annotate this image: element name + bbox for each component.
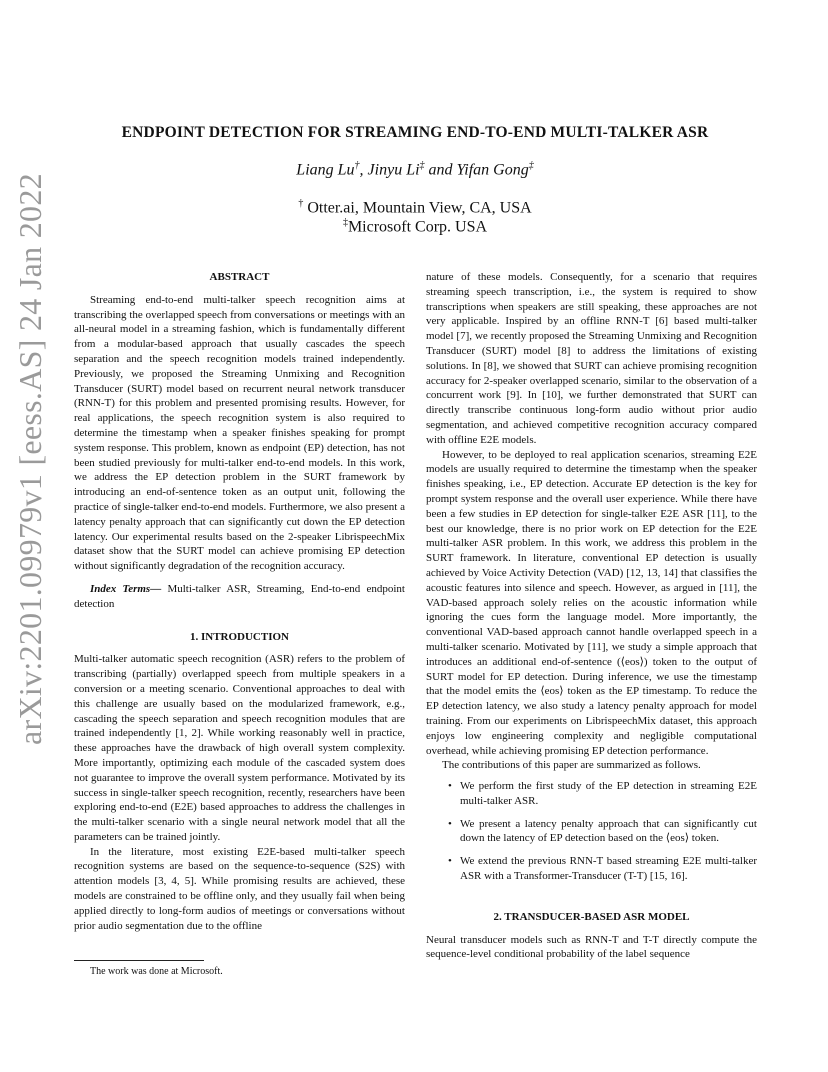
affiliation-text: Microsoft Corp. USA <box>347 218 488 236</box>
body-paragraph: However, to be deployed to real application scenarios, streaming E2E models are usually required to determine the timestamp when the speaker finishes speaking, i.e., EP detection. Accurate EP detection is the key for prompt system response and the overall user experience. While there have been a few studies in EP detection for single-talker E2E ASR [11], to the best our knowledge, there is no prior work on EP detection for the E2E multi-talker ASR problem. In this work, we address this problem in the SURT framework. In literature, conventional EP detection is usually achieved by Voice Activity Detection (VAD) [12, 13, 14] that classifies the acoustic features into silence and speech. However, as argued in [11], the VAD-based approach solely relies on the acoustic information while ignoring the cues form the language model. More importantly, the conventional VAD-based approach cannot handle overlapped speech in a multi-talker scenario. Motivated by [11], we study a simple approach that introduces an additional end-of-sentence (⟨eos⟩) token to the output of SURT model for EP detection. During inference, we use the timestamp that the model emits the ⟨eos⟩ token as the EP timestamp. To reduce the EP detection latency, we also study a latency penalty approach for model training. From our experiments on LibrispeechMix dataset, this approach enjoys low engineering complexity and negligible computational overhead, while achieving promising EP detection performance. <box>426 448 757 757</box>
affiliation-text: Otter.ai, Mountain View, CA, USA <box>303 199 532 217</box>
paper-title: ENDPOINT DETECTION FOR STREAMING END-TO-END MULTI-TALKER ASR <box>121 124 709 141</box>
affiliation-mark: ‡ <box>342 217 348 228</box>
list-item <box>426 854 757 884</box>
intro-paragraph: Multi-talker automatic speech recognition (ASR) refers to the problem of transcribing (partially) overlapped speech from multiple speakers in a conversion or a meeting scenario. Conventional approaches to deal with this challenge are usually based on the modularized framework, e.g., cascading the speech separation and speech recognition modules that are trained independently [1, 2]. While working reasonably well in practice, these approaches have the drawback of high overall system complexity. More importantly, optimizing each module of the cascaded system does not guarantee to improve the overall system performance. Motivated by its success in single-talker speech recognition, recently, researchers have been exploring end-to-end (E2E) based approaches to address the challenges in the multi-talker scenario with a single neural network model that all the parameters can be trained jointly. <box>74 653 405 843</box>
list-item-text: We perform the first study of the EP detection in streaming E2E multi-talker ASR. <box>460 780 757 807</box>
body-paragraph: The contributions of this paper are summarized as follows. <box>442 759 701 772</box>
list-item <box>426 817 757 847</box>
index-terms-label: Index Terms— <box>90 582 162 595</box>
section-heading-transducer: 2. TRANSDUCER-BASED ASR MODEL <box>493 910 690 923</box>
abstract-text: Streaming end-to-end multi-talker speech recognition aims at transcribing the overlapped speech from conversations or meetings with an all-neural model in a streaming fashion, which is fundamentally different from a modular-based approach that usually cascades the speech separation and the speech recognition models trained independently. Previously, we proposed the Streaming Unmixing and Recognition Transducer (SURT) model based on recurrent neural network transducer (RNN-T) for this problem and presented promising results. However, for real applications, the speech recognition system is also required to determine the timestamp when a speaker finishes speaking for prompt system response. This problem, known as endpoint (EP) detection, has not been studied previously for multi-talker end-to-end models. In this work, we address the EP detection problem in the SURT framework by introducing an end-of-sentence token as an output unit, following the practice of single-talker end-to-end models. Furthermore, we also present a latency penalty approach that can significantly cut down the EP detection latency. Our experimental results based on the 2-speaker LibrispeechMix dataset show that the SURT model can achieve promising EP detection without significantly degradation of the recognition accuracy. <box>74 293 405 573</box>
body-paragraph: Neural transducer models such as RNN-T and T-T directly compute the sequence-level conditional probability of the label sequence <box>426 933 757 961</box>
list-item <box>426 779 757 809</box>
authors-line <box>74 160 756 179</box>
bullet-icon: • <box>448 780 452 793</box>
index-terms-text: Multi-talker ASR, Streaming, End-to-end endpoint detection <box>74 582 405 610</box>
footnote-rule <box>74 960 204 961</box>
author-separator: and <box>424 161 457 179</box>
author-mark: ‡ <box>528 160 534 171</box>
author-name: Yifan Gong <box>456 161 529 179</box>
index-terms <box>74 582 405 612</box>
list-item-text: We present a latency penalty approach that can significantly cut down the latency of EP detection based on the ⟨eos⟩ token. <box>460 817 757 845</box>
author-name: Liang Lu <box>296 161 355 179</box>
section-heading-introduction: 1. INTRODUCTION <box>189 630 289 643</box>
arxiv-identifier: arXiv:2201.09979v1 [eess.AS] 24 Jan 2022 <box>12 173 48 745</box>
right-column <box>426 270 757 962</box>
contributions-list <box>426 779 757 884</box>
affiliation <box>74 217 756 236</box>
author-mark: † <box>354 160 360 171</box>
list-item-text: We extend the previous RNN-T based streaming E2E multi-talker ASR with a Transformer-Transducer (T-T) [15, 16]. <box>460 855 757 883</box>
author-separator: , <box>359 161 368 179</box>
footnote: The work was done at Microsoft. <box>90 966 223 977</box>
bullet-icon: • <box>448 817 452 830</box>
intro-paragraph: In the literature, most existing E2E-based multi-talker speech recognition systems are based on the sequence-to-sequence (S2S) with attention models [3, 4, 5]. While promising results are achieved, these models are constrained to be offline only, and they usually fail when being applied directly to long-form audios of meetings or conversations without prior audio segmentation due to the offline <box>74 845 405 932</box>
abstract-heading: ABSTRACT <box>209 271 270 283</box>
bullet-icon: • <box>448 855 452 868</box>
left-column <box>74 270 405 933</box>
affiliation <box>74 198 756 217</box>
author-mark: ‡ <box>419 160 425 171</box>
author-name: Jinyu Li <box>367 161 420 179</box>
affiliation-mark: † <box>298 198 304 209</box>
body-paragraph: nature of these models. Consequently, for a scenario that requires streaming speech transcription, i.e., the system is required to show transcriptions when speakers are still speaking, these approaches are not very applicable. Inspired by an offline RNN-T [6] based multi-talker model [7], we recently proposed the Streaming Unmixing and Recognition Transducer (SURT) model [8] to address the limitations of existing solutions. In [8], we showed that SURT can achieve promising recognition accuracy for 2-speaker overlapped scenario, similar to the observation of a concurrent work [9]. In [10], we further demonstrated that SURT can directly transcribe continuous long-form audio without prior audio segmentation, and achieved competitive recognition accuracy compared with offline E2E models. <box>426 271 757 446</box>
